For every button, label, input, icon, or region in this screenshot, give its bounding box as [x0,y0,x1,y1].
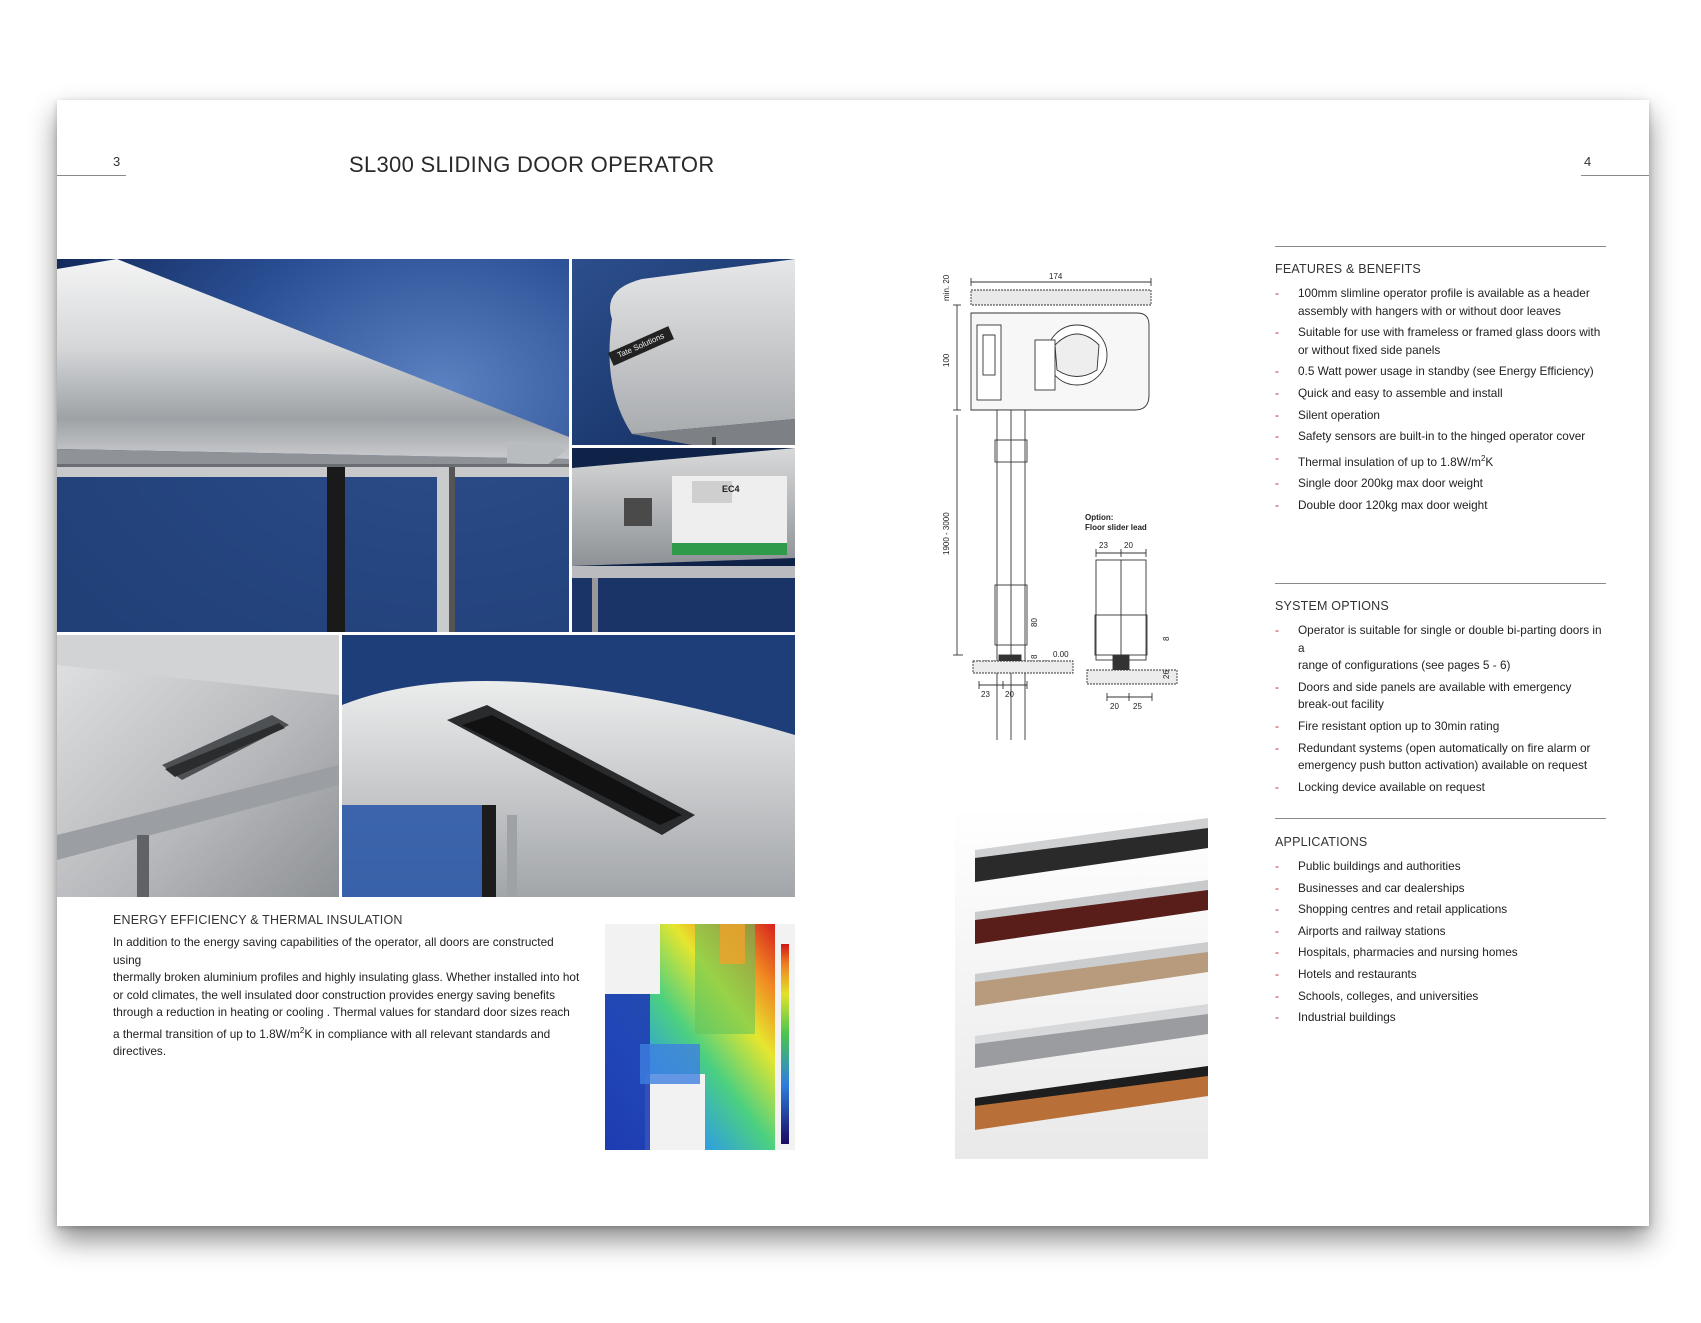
features-list [1275,285,1605,518]
dim-min: min. 20 [942,274,951,301]
list-item: - Operator is suitable for single or double bi-parting doors in a range of configurations (see pages 5 - 6) [1275,623,1602,673]
opt-bottom-a: 20 [1110,702,1119,711]
applications-rule [1275,818,1606,819]
opt-top-b: 20 [1124,541,1133,550]
list-item: - Redundant systems (open automatically on fire alarm or emergency push button activation) available on request [1275,740,1591,773]
applications-list [1275,858,1605,1031]
energy-line: directives. [113,1044,167,1059]
list-item: - Hospitals, pharmacies and nursing homes [1275,945,1518,960]
list-item: - Hotels and restaurants [1275,966,1417,981]
dim-bottom-b: 20 [1005,690,1014,699]
applications-heading: APPLICATIONS [1275,835,1368,849]
list-item: - Businesses and car dealerships [1275,880,1465,895]
cover-brand-badge: Tate Solutions [608,326,674,366]
energy-line: through a reduction in heating or cooling . Thermal values for standard door sizes reach [113,1005,570,1020]
dim-zero: 0.00 [1053,650,1069,659]
list-item: - Shopping centres and retail applications [1275,902,1508,917]
list-item: - Safety sensors are built-in to the hinged operator cover [1275,429,1586,444]
list-item: - Suitable for use with frameless or framed glass doors with or without fixed side panels [1275,325,1601,357]
option-title: Option: [1085,513,1114,522]
list-item: - Fire resistant option up to 30min rating [1275,718,1500,733]
left-page-number: 3 [113,154,121,169]
list-item: - Public buildings and authorities [1275,859,1461,873]
opt-side-a: 8 [1162,636,1171,641]
list-item: - Single door 200kg max door weight [1275,476,1483,491]
operator-profile-photo [57,259,569,632]
dim-width: 174 [1049,272,1063,281]
sensor-right-photo [342,635,795,897]
opt-top-a: 23 [1099,541,1108,550]
left-header-rule [57,175,126,176]
control-unit-label: EC4 [722,484,740,494]
list-item: - Doors and side panels are available with emergency break-out facility [1275,679,1572,712]
page-title: SL300 SLIDING DOOR OPERATOR [349,152,715,177]
list-item: - Airports and railway stations [1275,923,1446,938]
sensor-left-photo [57,635,339,897]
dim-height: 100 [942,353,951,367]
right-header-rule [1581,175,1649,176]
energy-line: thermally broken aluminium profiles and highly insulating glass. Whether installed into hot [113,970,580,985]
dim-gap: 8 [1030,654,1039,659]
profile-finishes-image [955,806,1208,1159]
option-subtitle: Floor slider lead [1085,523,1147,532]
dim-door: 1900 - 3000 [942,512,951,555]
features-heading: FEATURES & BENEFITS [1275,262,1421,276]
list-item: - Thermal insulation of up to $1.8W/m^2K$ [1275,450,1494,469]
list-item: - Double door 120kg max door weight [1275,497,1488,512]
list-item: - 0.5 Watt power usage in standby (see Energy Efficiency) [1275,364,1594,379]
list-item: - Silent operation [1275,407,1380,422]
right-page-number: 4 [1584,154,1592,169]
list-item: - Schools, colleges, and universities [1275,988,1479,1003]
list-item: - Locking device available on request [1275,779,1485,794]
dim-bottom: 80 [1030,618,1039,627]
options-list [1275,622,1605,800]
energy-line: or cold climates, the well insulated door construction provides energy saving benefits [113,987,555,1002]
energy-line: In addition to the energy saving capabilities of the operator, all doors are constructed using [113,935,554,967]
energy-paragraph [113,934,583,1061]
list-item: - Industrial buildings [1275,1010,1396,1025]
technical-drawing-svg [937,265,1237,740]
list-item: - 100mm slimline operator profile is available as a header assembly with hangers with or without door leaves [1275,286,1590,318]
opt-bottom-b: 25 [1133,702,1142,711]
brochure-spread [57,100,1649,1226]
options-heading: SYSTEM OPTIONS [1275,599,1389,613]
features-rule [1275,246,1606,247]
thermal-simulation-image [605,924,795,1150]
energy-heading: ENERGY EFFICIENCY & THERMAL INSULATION [113,913,403,927]
opt-side-b: 26 [1162,670,1171,679]
control-unit-photo [572,448,795,632]
list-item: - Quick and easy to assemble and install [1275,385,1503,400]
energy-line: a thermal transition of up to $1.8W/m^2K$ in compliance with all relevant standards and [113,1025,551,1041]
options-rule [1275,583,1606,584]
operator-cover-photo [572,259,795,445]
dim-bottom-a: 23 [981,690,990,699]
technical-drawing [937,265,1237,740]
